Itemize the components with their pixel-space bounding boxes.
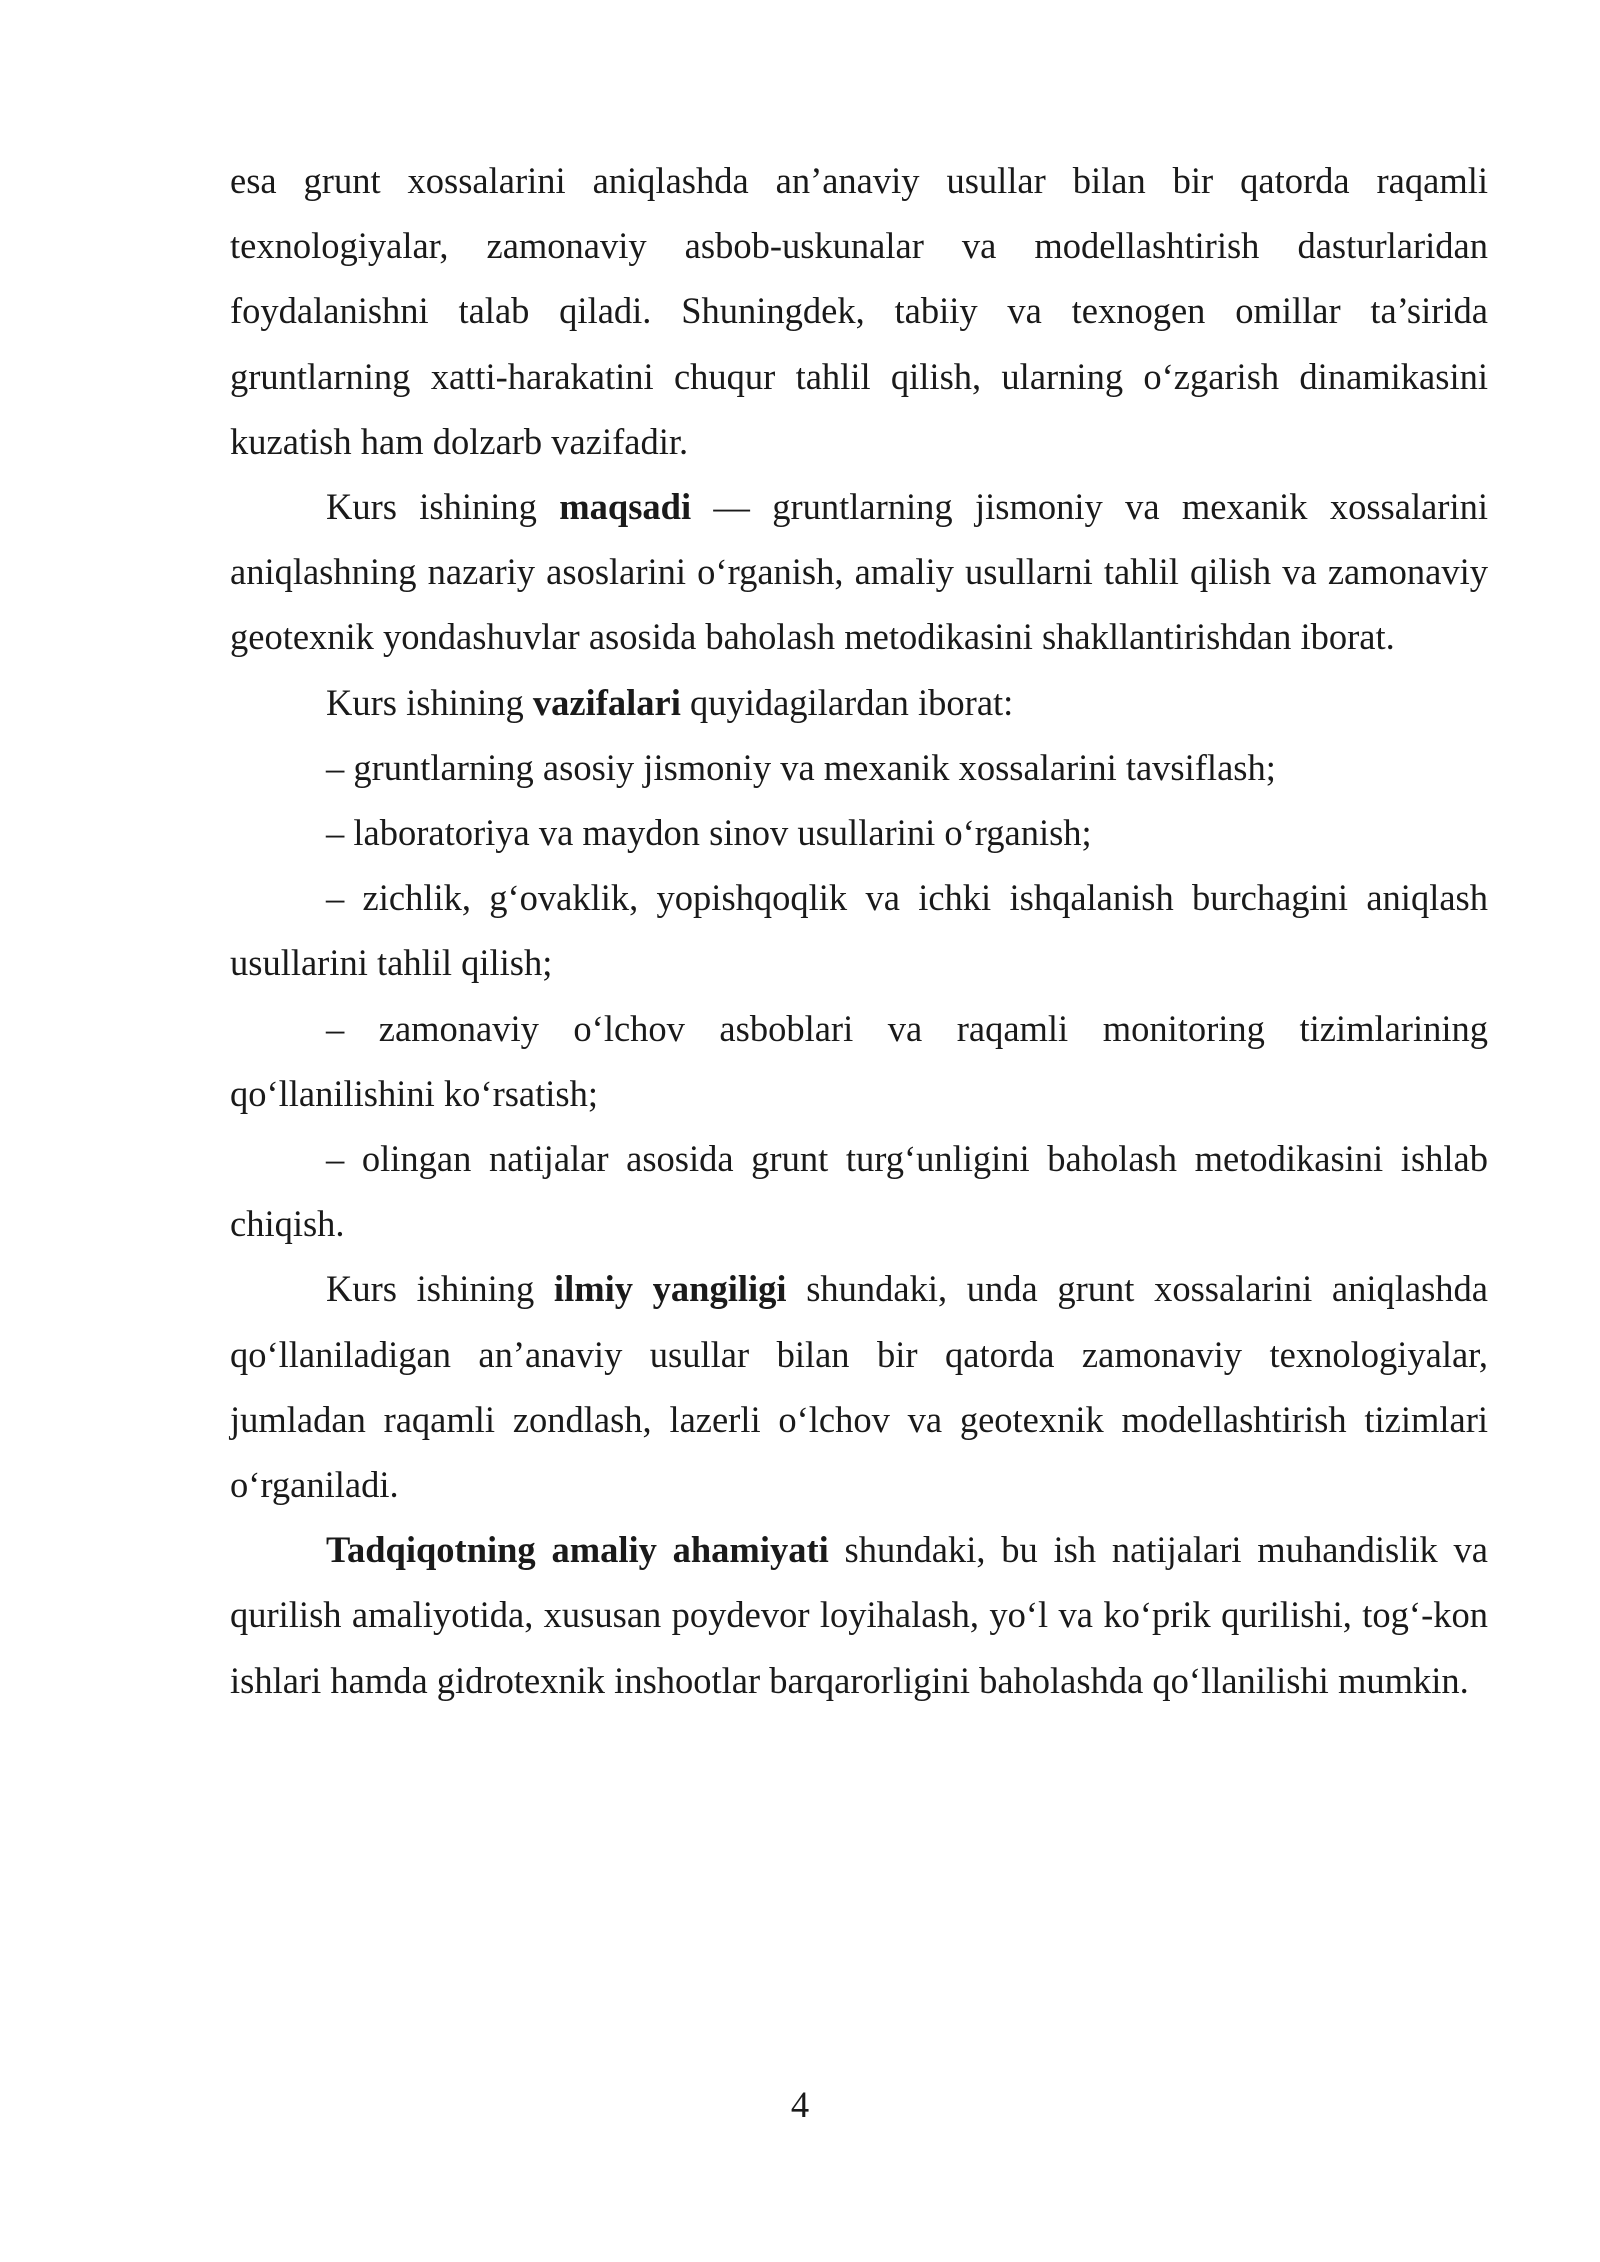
bold-term: Tadqiqotning amaliy ahamiyati [326, 1529, 829, 1571]
page-number: 4 [790, 2084, 810, 2125]
bold-term: ilmiy yangiligi [553, 1268, 787, 1310]
bold-term: maqsadi [559, 486, 692, 528]
tasks-intro-paragraph [230, 670, 1488, 735]
text-segment: Kurs ishining [326, 486, 560, 528]
task-list-item [230, 996, 1488, 1126]
task-list-item [230, 735, 1488, 800]
text-segment: quyidagilardan iborat: [680, 681, 1014, 723]
text-segment: Kurs ishining [326, 681, 533, 723]
intro-paragraph [230, 148, 1488, 474]
text-segment: Kurs ishining [326, 1268, 554, 1310]
task-list-item [230, 800, 1488, 865]
text-segment: – zichlik, gʻovaklik, yopishqoqlik va ichki ishqalanish burchagini aniqlash usullarini tahlil qilish; [230, 877, 1488, 984]
text-segment: – olingan natijalar asosida grunt turgʻunligini baholash metodikasini ishlab chiqish. [230, 1138, 1488, 1245]
task-list-item [230, 865, 1488, 995]
text-segment: shundaki, unda grunt xossalarini aniqlashda qoʻllaniladigan an’anaviy usullar bilan bir qatorda zamonaviy texnologiyalar, jumladan raqamli zondlash, lazerli oʻlchov va geotexnik modellashtirish tizimlari oʻrganiladi. [230, 1268, 1488, 1506]
text-segment: — gruntlarning jismoniy va mexanik xossalarini aniqlashning nazariy asoslarini oʻrganish, amaliy usullarni tahlil qilish va zamonaviy geotexnik yondashuvlar asosida baholash metodikasini shakllantirishdan iborat. [230, 486, 1488, 658]
text-segment: – zamonaviy oʻlchov asboblari va raqamli monitoring tizimlarining qoʻllanilishini koʻrsatish; [230, 1007, 1488, 1114]
task-list-item [230, 1126, 1488, 1256]
goal-paragraph [230, 474, 1488, 670]
text-segment: shundaki, bu ish natijalari muhandislik va qurilish amaliyotida, xususan poydevor loyihalash, yoʻl va koʻprik qurilishi, togʻ-kon ishlari hamda gidrotexnik inshootlar barqarorligini baholashda qoʻllanilishi mumkin. [230, 1529, 1488, 1701]
text-segment: esa grunt xossalarini aniqlashda an’anaviy usullar bilan bir qatorda raqamli texnologiyalar, zamonaviy asbob-uskunalar va modellashtirish dasturlaridan foydalanishni talab qiladi. Shuningdek, tabiiy va texnogen omillar ta’sirida gruntlarning xatti-harakatini chuqur tahlil qilish, ularning oʻzgarish dinamikasini kuzatish ham dolzarb vazifadir. [230, 160, 1488, 462]
bold-term: vazifalari [532, 681, 681, 723]
text-segment: – gruntlarning asosiy jismoniy va mexanik xossalarini tavsiflash; [326, 746, 1276, 788]
page-body [230, 148, 1488, 1713]
text-segment: – laboratoriya va maydon sinov usullarini oʻrganish; [326, 812, 1092, 854]
novelty-paragraph [230, 1256, 1488, 1517]
practical-significance-paragraph [230, 1517, 1488, 1713]
